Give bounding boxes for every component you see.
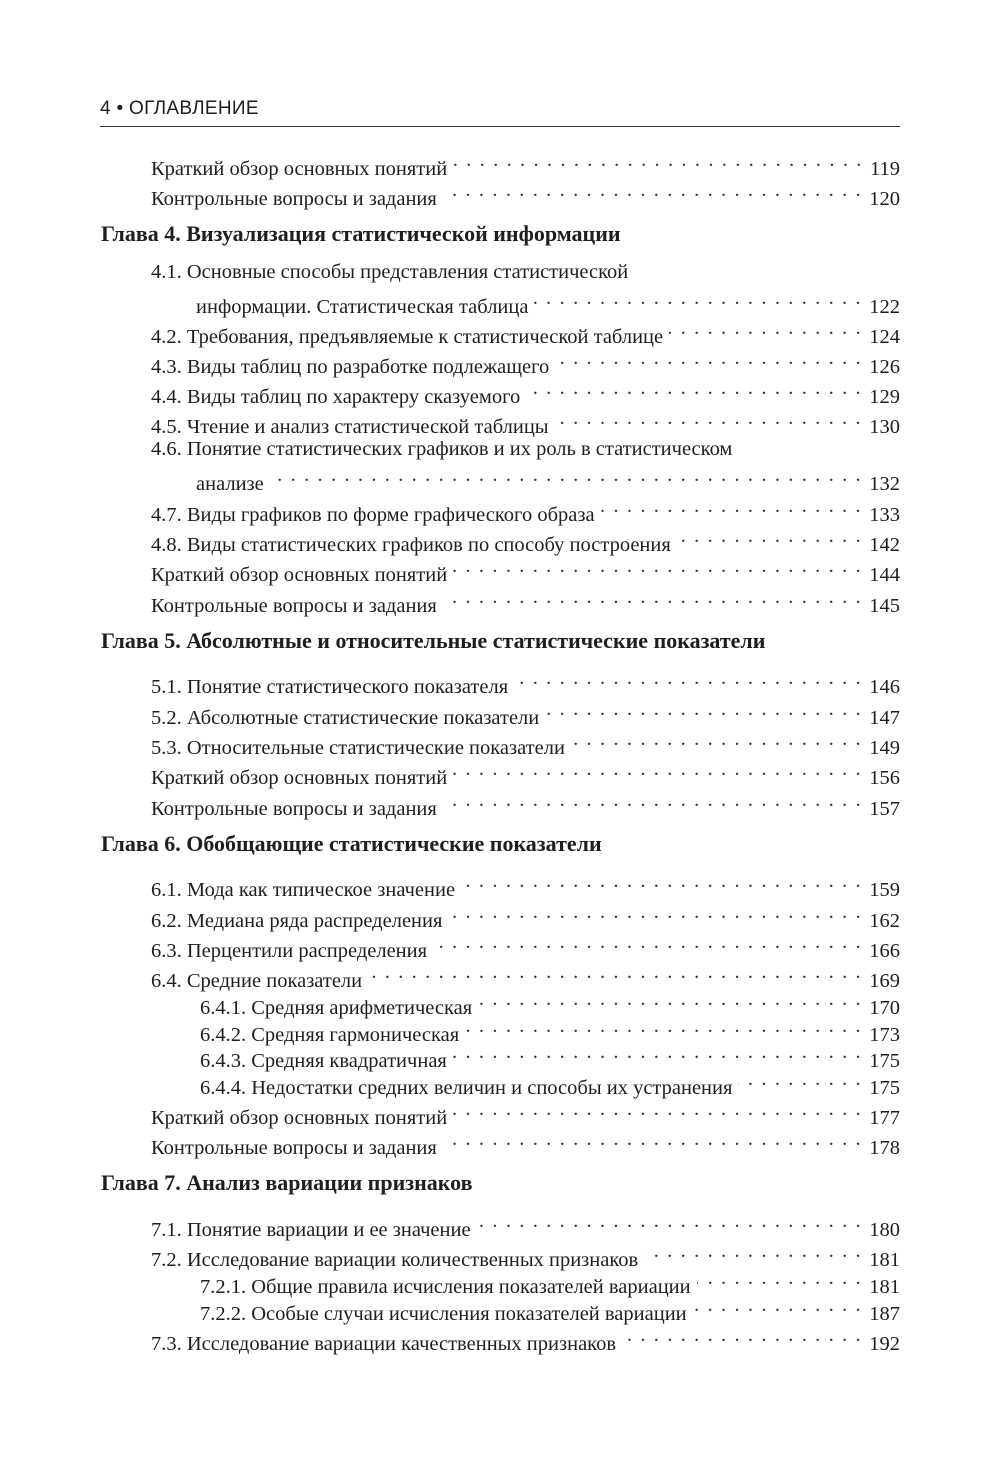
page-number: 132 <box>869 473 900 495</box>
page-number: 4 <box>100 98 111 119</box>
page-number: 169 <box>869 970 900 992</box>
entry-title: Контрольные вопросы и задания <box>151 595 437 617</box>
dot-leader <box>571 724 862 754</box>
toc-entry-line1[interactable]: 4.6. Понятие статистических графиков и их роль в статистическом <box>151 438 733 460</box>
dot-leader <box>693 1290 863 1320</box>
toc-entry[interactable] <box>151 551 900 586</box>
page-number: 192 <box>869 1333 900 1355</box>
page-number: 181 <box>869 1276 900 1298</box>
entry-title: 4.7. Виды графиков по форме графического образа <box>151 504 595 526</box>
page-number: 175 <box>869 1050 900 1072</box>
entry-title: Краткий обзор основных понятий <box>151 564 448 586</box>
toc-entry[interactable] <box>151 785 900 820</box>
chapter-heading[interactable]: Глава 7. Анализ вариации признаков <box>101 1170 473 1195</box>
toc-entry[interactable] <box>151 1206 900 1241</box>
dot-leader <box>622 1320 862 1350</box>
toc-subentry[interactable] <box>200 984 900 1019</box>
entry-title: 4.8. Виды статистических графиков по способу построения <box>151 534 671 556</box>
dot-leader <box>443 582 862 612</box>
dot-leader <box>453 754 862 784</box>
page-number: 122 <box>869 296 900 318</box>
toc-entry[interactable] <box>151 957 900 992</box>
page-number: 175 <box>869 1077 900 1099</box>
page-number: 156 <box>869 767 900 789</box>
entry-title: 4.4. Виды таблиц по характеру сказуемого <box>151 386 521 408</box>
page-number: 149 <box>869 737 900 759</box>
dot-leader <box>644 1236 862 1266</box>
dot-leader <box>697 1263 863 1293</box>
dot-leader <box>478 984 862 1014</box>
toc-entry[interactable] <box>151 403 900 438</box>
page-number: 133 <box>869 504 900 526</box>
page-number: 162 <box>869 910 900 932</box>
toc-subentry[interactable] <box>200 1037 900 1072</box>
dot-leader <box>443 175 862 205</box>
toc-entry[interactable] <box>151 145 900 180</box>
dot-leader <box>545 694 862 724</box>
page-number: 178 <box>869 1137 900 1159</box>
dot-leader <box>270 460 863 490</box>
entry-title: 4.2. Требования, предъявляемые к статистической таблице <box>151 326 664 348</box>
entry-title: анализе <box>196 473 264 495</box>
page-number: 120 <box>869 188 900 210</box>
running-header <box>100 96 900 127</box>
page-number: 173 <box>869 1024 900 1046</box>
toc-entry[interactable] <box>151 343 900 378</box>
entry-title: 5.3. Относительные статистические показатели <box>151 737 565 759</box>
dot-leader <box>555 343 862 373</box>
chapter-heading[interactable]: Глава 4. Визуализация статистической информации <box>101 221 621 246</box>
page-number: 180 <box>869 1219 900 1241</box>
toc-entry[interactable] <box>151 1320 900 1355</box>
toc-entry-line1[interactable]: 4.1. Основные способы представления статистической <box>151 261 629 283</box>
dot-leader <box>368 957 862 987</box>
entry-title: Краткий обзор основных понятий <box>151 767 448 789</box>
toc-entry[interactable] <box>151 663 900 698</box>
entry-title: 6.1. Мода как типическое значение <box>151 879 456 901</box>
dot-leader <box>534 283 862 313</box>
entry-title: 6.4.4. Недостатки средних величин и способы их устранения <box>200 1077 733 1099</box>
toc-entry[interactable] <box>151 927 900 962</box>
entry-title: 5.2. Абсолютные статистические показатели <box>151 707 540 729</box>
entry-title: 7.1. Понятие вариации и ее значение <box>151 1219 471 1241</box>
dot-leader <box>448 897 862 927</box>
toc-entry[interactable] <box>151 582 900 617</box>
entry-title: 6.4. Средние показатели <box>151 970 363 992</box>
toc-entry[interactable] <box>151 1236 900 1271</box>
toc-entry[interactable] <box>196 283 900 318</box>
dot-leader <box>601 491 863 521</box>
dot-leader <box>453 1094 862 1124</box>
toc-entry[interactable] <box>151 373 900 408</box>
toc-entry[interactable] <box>151 1124 900 1159</box>
dot-leader <box>443 1124 862 1154</box>
toc-entry[interactable] <box>151 1094 900 1129</box>
entry-title: 7.3. Исследование вариации качественных признаков <box>151 1333 617 1355</box>
page-number: 126 <box>869 356 900 378</box>
entry-title: Контрольные вопросы и задания <box>151 1137 437 1159</box>
entry-title: 5.1. Понятие статистического показателя <box>151 676 509 698</box>
entry-title: 7.2.1. Общие правила исчисления показателей вариации <box>200 1276 691 1298</box>
dot-leader <box>669 313 862 343</box>
dot-leader <box>477 1206 863 1236</box>
page-number: 142 <box>869 534 900 556</box>
toc-entry[interactable] <box>151 491 900 526</box>
dot-leader <box>443 785 862 815</box>
dot-leader <box>453 551 862 581</box>
page-number: 124 <box>869 326 900 348</box>
page-number: 147 <box>869 707 900 729</box>
page-number: 181 <box>869 1249 900 1271</box>
toc-entry[interactable] <box>151 313 900 348</box>
page-number: 159 <box>869 879 900 901</box>
entry-title: 4.3. Виды таблиц по разработке подлежащего <box>151 356 550 378</box>
page-number: 144 <box>869 564 900 586</box>
header-text <box>100 98 259 120</box>
page-number: 146 <box>869 676 900 698</box>
entry-title: 7.2. Исследование вариации количественных признаков <box>151 1249 639 1271</box>
page-number: 177 <box>869 1107 900 1129</box>
page-number: 145 <box>869 595 900 617</box>
toc-entry[interactable] <box>151 866 900 901</box>
entry-title: 6.2. Медиана ряда распределения <box>151 910 443 932</box>
toc-entry[interactable] <box>151 897 900 932</box>
page-number: 187 <box>869 1303 900 1325</box>
entry-title: 6.3. Перцентили распределения <box>151 940 428 962</box>
toc-entry[interactable] <box>196 460 900 495</box>
entry-title: 7.2.2. Особые случаи исчисления показателей вариации <box>200 1303 687 1325</box>
entry-title: 6.4.2. Средняя гармоническая <box>200 1024 460 1046</box>
entry-title: 6.4.3. Средняя квадратичная <box>200 1050 447 1072</box>
chapter-heading[interactable]: Глава 5. Абсолютные и относительные статистические показатели <box>101 628 766 653</box>
toc-subentry[interactable] <box>200 1064 900 1099</box>
entry-title: Краткий обзор основных понятий <box>151 158 448 180</box>
entry-title: Контрольные вопросы и задания <box>151 188 437 210</box>
dot-leader <box>738 1064 862 1094</box>
page-number: 166 <box>869 940 900 962</box>
page-number: 157 <box>869 798 900 820</box>
dot-leader <box>453 145 863 175</box>
toc-entry[interactable] <box>151 521 900 556</box>
dot-leader <box>433 927 862 957</box>
dot-leader <box>555 403 863 433</box>
entry-title: Контрольные вопросы и задания <box>151 798 437 820</box>
toc-subentry[interactable] <box>200 1263 900 1298</box>
dot-leader <box>514 663 862 693</box>
page-number: 170 <box>869 997 900 1019</box>
entry-title: информации. Статистическая таблица <box>196 296 529 318</box>
toc-entry[interactable] <box>151 754 900 789</box>
header-bullet: • <box>116 98 124 119</box>
dot-leader <box>461 866 862 896</box>
header-title: ОГЛАВЛЕНИЕ <box>129 98 259 119</box>
toc-subentry[interactable] <box>200 1290 900 1325</box>
entry-title: 6.4.1. Средняя арифметическая <box>200 997 473 1019</box>
dot-leader <box>526 373 862 403</box>
dot-leader <box>453 1037 862 1067</box>
page-number: 119 <box>870 158 900 180</box>
dot-leader <box>677 521 862 551</box>
page-number: 130 <box>869 416 900 438</box>
toc-entry[interactable] <box>151 175 900 210</box>
toc-entry[interactable] <box>151 724 900 759</box>
page-number: 129 <box>869 386 900 408</box>
entry-title: Краткий обзор основных понятий <box>151 1107 448 1129</box>
chapter-heading[interactable]: Глава 6. Обобщающие статистические показатели <box>101 831 602 856</box>
toc-entry[interactable] <box>151 694 900 729</box>
entry-title: 4.5. Чтение и анализ статистической таблицы <box>151 416 549 438</box>
